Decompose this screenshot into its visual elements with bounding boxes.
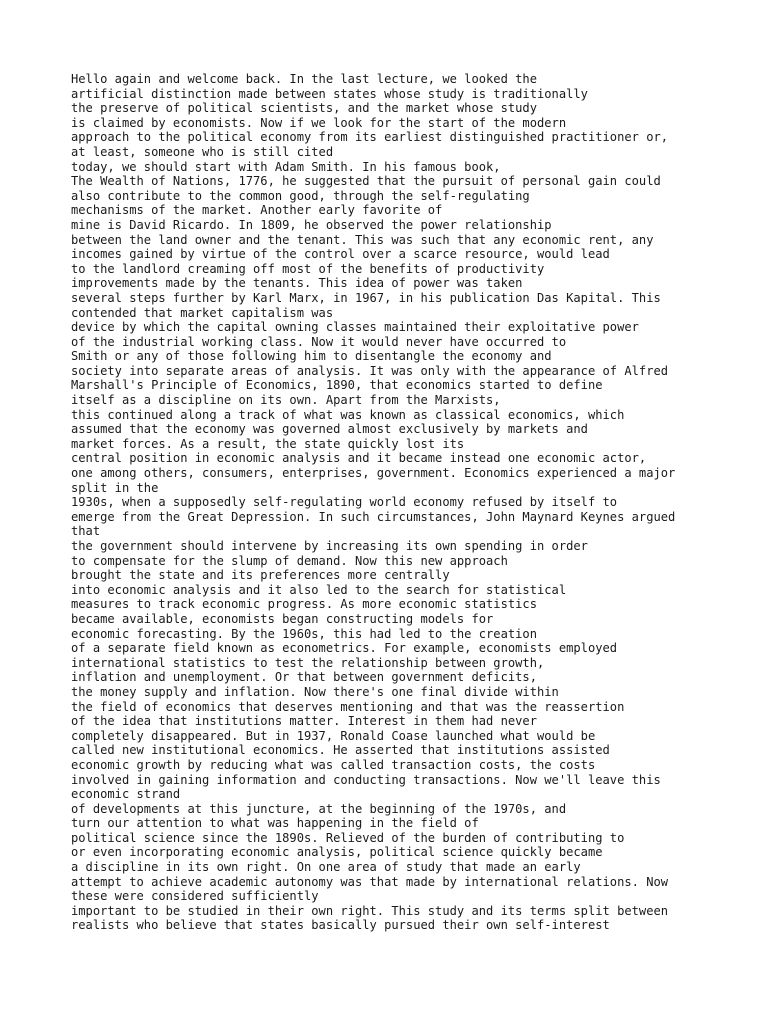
transcript-line: 1930s, when a supposedly self-regulating world economy refused by itself to — [71, 495, 618, 510]
transcript-line: itself as a discipline on its own. Apart from the Marxists, — [71, 393, 501, 408]
transcript-line: these were considered sufficiently — [71, 889, 319, 904]
transcript-line: central position in economic analysis and it became instead one economic actor, — [71, 451, 647, 466]
transcript-line: economic forecasting. By the 1960s, this had led to the creation — [71, 626, 537, 641]
transcript-line: mechanisms of the market. Another early favorite of — [71, 203, 443, 218]
transcript-line: completely disappeared. But in 1937, Ronald Coase launched what would be — [71, 728, 596, 743]
transcript-line: mine is David Ricardo. In 1809, he observed the power relationship — [71, 217, 552, 232]
transcript-line: into economic analysis and it also led to the search for statistical — [71, 582, 567, 597]
transcript-line: also contribute to the common good, through the self-regulating — [71, 188, 530, 203]
transcript-line: of a separate field known as econometrics. For example, economists employed — [71, 641, 618, 656]
transcript-line: several steps further by Karl Marx, in 1967, in his publication Das Kapital. This — [71, 290, 661, 305]
transcript-line: the money supply and inflation. Now there's one final divide within — [71, 684, 559, 699]
transcript-line: emerge from the Great Depression. In such circumstances, John Maynard Keynes argued — [71, 509, 676, 524]
transcript-line: economic strand — [71, 787, 181, 802]
transcript-line: the government should intervene by increasing its own spending in order — [71, 539, 588, 553]
transcript-line: economic growth by reducing what was called transaction costs, the costs — [71, 757, 596, 772]
transcript-line: The Wealth of Nations, 1776, he suggested that the pursuit of personal gain could — [71, 174, 661, 189]
transcript-line: device by which the capital owning classes maintained their exploitative power — [71, 320, 639, 335]
transcript-line: realists who believe that states basically pursued their own self-interest — [71, 918, 610, 933]
transcript-line: turn our attention to what was happening in the field of — [71, 816, 479, 831]
transcript-line: one among others, consumers, enterprises, government. Economics experienced a major — [71, 466, 676, 481]
transcript-line: inflation and unemployment. Or that between government deficits, — [71, 670, 537, 685]
transcript-line: or even incorporating economic analysis, political science quickly became — [71, 845, 603, 860]
transcript-line: of the idea that institutions matter. Interest in them had never — [71, 714, 537, 729]
transcript-line: Hello again and welcome back. In the last lecture, we looked the — [71, 72, 537, 86]
transcript-line: of developments at this juncture, at the beginning of the 1970s, and — [71, 801, 567, 816]
transcript-line: became available, economists began constructing models for — [71, 611, 494, 626]
transcript-line: political science since the 1890s. Relieved of the burden of contributing to — [71, 830, 625, 845]
transcript-line: artificial distinction made between states whose study is traditionally — [71, 86, 588, 101]
transcript-line: Marshall's Principle of Economics, 1890, that economics started to define — [71, 378, 603, 393]
transcript-line: this continued along a track of what was known as classical economics, which — [71, 407, 625, 422]
transcript-line: at least, someone who is still cited — [71, 144, 334, 159]
transcript-line: assumed that the economy was governed almost exclusively by markets and — [71, 422, 588, 437]
transcript-line: Smith or any of those following him to disentangle the economy and — [71, 349, 552, 364]
transcript-line: society into separate areas of analysis. It was only with the appearance of Alfred — [71, 363, 669, 378]
transcript-line: international statistics to test the relationship between growth, — [71, 655, 545, 670]
transcript-line: improvements made by the tenants. This idea of power was taken — [71, 276, 523, 291]
transcript-line: to the landlord creaming off most of the benefits of productivity — [71, 261, 545, 276]
transcript-line: measures to track economic progress. As more economic statistics — [71, 597, 537, 612]
transcript-line: involved in gaining information and conducting transactions. Now we'll leave this — [71, 772, 661, 787]
transcript-line: brought the state and its preferences more centrally — [71, 568, 450, 583]
lecture-transcript — [71, 72, 675, 933]
transcript-line: important to be studied in their own right. This study and its terms split between — [71, 903, 669, 918]
transcript-line: split in the — [71, 480, 159, 495]
transcript-line: today, we should start with Adam Smith. In his famous book, — [71, 159, 501, 174]
transcript-line: that — [71, 524, 101, 539]
transcript-line: called new institutional economics. He asserted that institutions assisted — [71, 743, 610, 758]
transcript-line: approach to the political economy from its earliest distinguished practitioner or, — [71, 130, 669, 145]
transcript-line: of the industrial working class. Now it would never have occurred to — [71, 334, 567, 349]
transcript-line: incomes gained by virtue of the control over a scarce resource, would lead — [71, 247, 610, 262]
transcript-line: contended that market capitalism was — [71, 305, 334, 320]
transcript-line: between the land owner and the tenant. This was such that any economic rent, any — [71, 232, 654, 247]
transcript-line: a discipline in its own right. On one area of study that made an early — [71, 860, 581, 875]
transcript-line: the preserve of political scientists, and the market whose study — [71, 101, 537, 116]
transcript-line: to compensate for the slump of demand. Now this new approach — [71, 553, 508, 568]
transcript-line: is claimed by economists. Now if we look for the start of the modern — [71, 115, 567, 130]
transcript-line: the field of economics that deserves mentioning and that was the reassertion — [71, 699, 625, 714]
transcript-line: market forces. As a result, the state quickly lost its — [71, 436, 465, 451]
transcript-line: attempt to achieve academic autonomy was that made by international relations. Now — [71, 874, 669, 889]
